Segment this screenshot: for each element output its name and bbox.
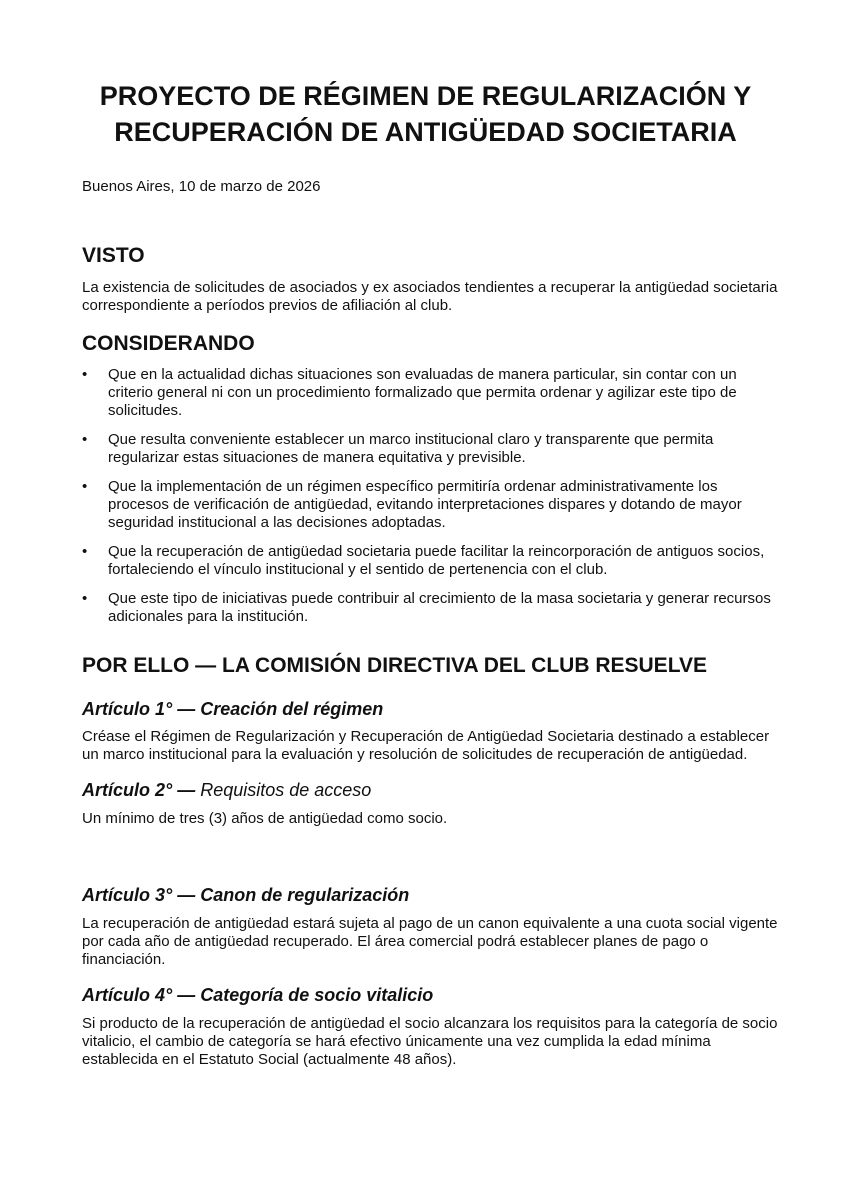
considerando-item — [82, 431, 782, 467]
article-label: Artículo 2° — — [82, 780, 201, 800]
document-title-line-1: PROYECTO DE RÉGIMEN DE REGULARIZACIÓN Y — [99, 81, 752, 111]
article-1-heading — [82, 698, 383, 720]
article-title: Creación del régimen — [200, 699, 384, 719]
bullet-icon: • — [82, 590, 88, 607]
bullet-icon: • — [82, 543, 88, 560]
article-label: Artículo 3° — — [82, 885, 201, 905]
article-1-text: Créase el Régimen de Regularización y Recuperación de Antigüedad Societaria destinado a establecer un marco institucional para la evaluación y resolución de solicitudes de recuperación de antigüedad. — [82, 728, 770, 763]
bullet-icon: • — [82, 478, 88, 495]
article-label: Artículo 1° — — [82, 699, 201, 719]
considerando-item-text: Que la recuperación de antigüedad societaria puede facilitar la reincorporación de antiguos socios, fortaleciendo el vínculo institucional y el sentido de pertenencia con el club. — [108, 543, 765, 578]
article-2-text: Un mínimo de tres (3) años de antigüedad como socio. — [82, 810, 448, 827]
bullet-icon: • — [82, 431, 88, 448]
document-title-line-2: RECUPERACIÓN DE ANTIGÜEDAD SOCIETARIA — [114, 117, 737, 147]
considerando-item-text: Que resulta conveniente establecer un marco institucional claro y transparente que permita regularizar estas situaciones de manera equitativa y previsible. — [108, 431, 714, 466]
document-date: Buenos Aires, 10 de marzo de 2026 — [82, 178, 321, 195]
resuelve-heading: POR ELLO — LA COMISIÓN DIRECTIVA DEL CLUB RESUELVE — [82, 654, 707, 677]
considerando-item-text: Que la implementación de un régimen específico permitiría ordenar administrativamente los procesos de verificación de antigüedad, evitando interpretaciones dispares y dotando de mayor seguridad institucional a las decisiones adoptadas. — [108, 478, 742, 531]
article-label: Artículo 4° — — [82, 985, 201, 1005]
article-title: Canon de regularización — [200, 885, 410, 905]
considerando-list — [82, 366, 782, 637]
document-title — [60, 78, 791, 150]
article-3-text: La recuperación de antigüedad estará sujeta al pago de un canon equivalente a una cuota social vigente por cada año de antigüedad recuperado. El área comercial podrá establecer planes de pago o financiación. — [82, 915, 778, 968]
considerando-item — [82, 366, 782, 420]
bullet-icon: • — [82, 366, 88, 383]
visto-text: La existencia de solicitudes de asociados y ex asociados tendientes a recuperar la antigüedad societaria correspondiente a períodos previos de afiliación al club. — [82, 279, 778, 314]
article-title: Categoría de socio vitalicio — [200, 985, 434, 1005]
article-3-heading — [82, 884, 409, 906]
article-4-text: Si producto de la recuperación de antigüedad el socio alcanzara los requisitos para la categoría de socio vitalicio, el cambio de categoría se hará efectivo únicamente una vez cumplida la edad mínima establecida en el Estatuto Social (actualmente 48 años). — [82, 1015, 778, 1068]
article-title: Requisitos de acceso — [200, 780, 372, 800]
article-2-heading — [82, 779, 371, 801]
article-4-heading — [82, 984, 433, 1006]
considerando-item-text: Que este tipo de iniciativas puede contribuir al crecimiento de la masa societaria y generar recursos adicionales para la institución. — [108, 590, 771, 625]
considerando-heading: CONSIDERANDO — [82, 332, 255, 355]
considerando-item-text: Que en la actualidad dichas situaciones son evaluadas de manera particular, sin contar con un criterio general ni con un procedimiento formalizado que permita ordenar y agilizar este tipo de solicitudes. — [108, 366, 737, 419]
considerando-item — [82, 478, 782, 532]
considerando-item — [82, 590, 782, 626]
considerando-item — [82, 543, 782, 579]
visto-heading: VISTO — [82, 244, 145, 267]
